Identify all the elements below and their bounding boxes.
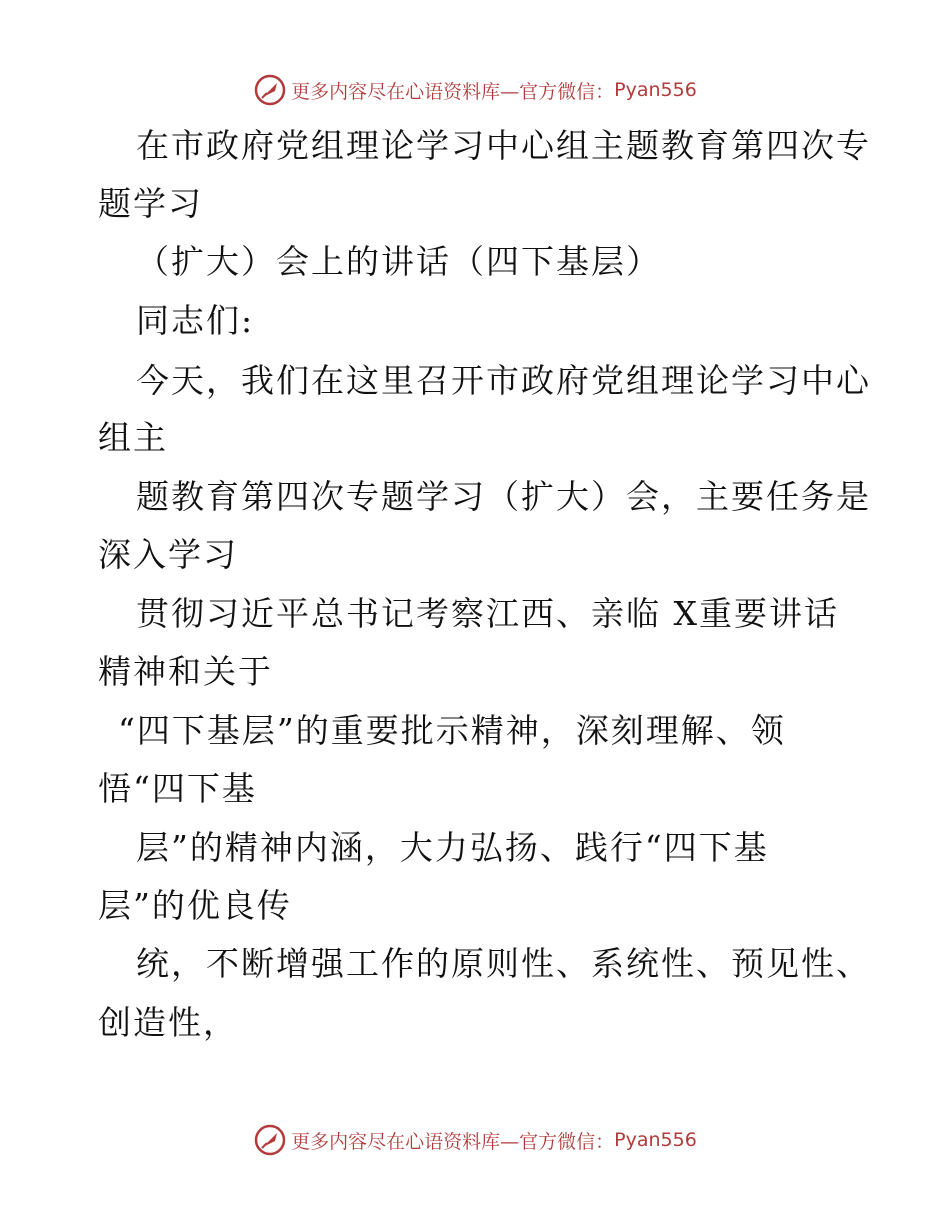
footer-banner-text: 更多内容尽在心语资料库—官方微信： — [291, 1130, 615, 1153]
header-wechat-id: Pyan556 — [614, 79, 697, 101]
body-line: （扩大）会上的讲话（四下基层） — [136, 242, 661, 281]
body-line: 贯彻习近平总书记考察江西、亲临 X重要讲话 — [136, 594, 839, 633]
body-line: 在市政府党组理论学习中心组主题教育第四次专 — [136, 126, 871, 165]
body-line: 深入学习 — [98, 535, 238, 574]
quill-pen-circle-icon — [253, 73, 287, 107]
footer-wechat-id: Pyan556 — [614, 1129, 697, 1151]
body-line: 精神和关于 — [98, 652, 273, 691]
quill-pen-circle-icon — [253, 1123, 287, 1157]
header-banner — [0, 70, 950, 110]
body-line: 层”的精神内涵，大力弘扬、践行“四下基 — [136, 828, 769, 867]
body-line: 统，不断增强工作的原则性、系统性、预见性、 — [136, 944, 871, 983]
body-line: 同志们: — [136, 301, 255, 340]
header-banner-text: 更多内容尽在心语资料库—官方微信： — [291, 80, 615, 103]
body-line: 组主 — [98, 418, 168, 457]
body-line: 悟“四下基 — [98, 769, 257, 808]
body-line: 题教育第四次专题学习（扩大）会，主要任务是 — [136, 477, 871, 516]
footer-banner — [0, 1120, 950, 1160]
body-line: “四下基层”的重要批示精神，深刻理解、领 — [118, 711, 786, 750]
body-line: 层”的优良传 — [98, 886, 292, 925]
body-line: 题学习 — [98, 184, 203, 223]
body-line: 今天，我们在这里召开市政府党组理论学习中心 — [136, 361, 871, 400]
body-line: 创造性， — [98, 1003, 238, 1042]
